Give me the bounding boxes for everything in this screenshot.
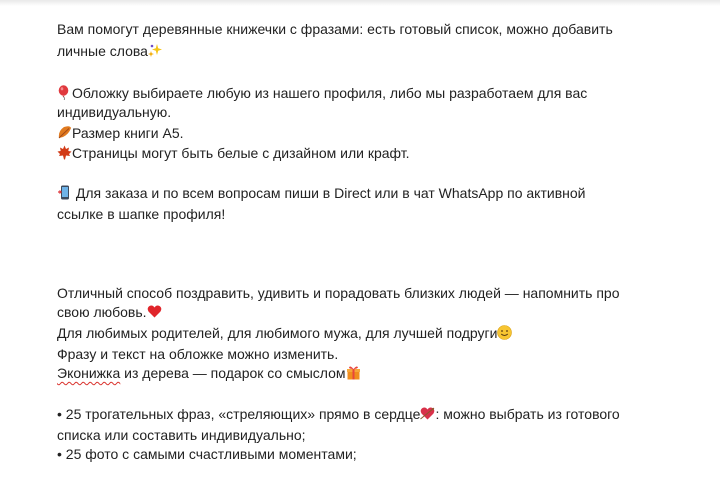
p5-line3: • 25 фото с самыми счастливыми моментами; <box>57 446 357 462</box>
maple-leaf-icon <box>57 125 72 140</box>
text-line <box>57 445 357 463</box>
text-line <box>57 324 512 342</box>
gift-icon <box>346 365 361 380</box>
text-line <box>57 426 306 444</box>
p5-line2: списка или составить индивидуально; <box>57 427 306 443</box>
p2-line1: Обложку выбираете любую из нашего профиля, либо мы разработаем для вас <box>72 85 588 101</box>
red-heart-icon <box>147 304 162 319</box>
text-line <box>57 103 171 121</box>
text-line <box>57 345 338 363</box>
p4-line5: из дерева — подарок со смыслом <box>120 365 346 381</box>
p5-line1: • 25 трогательных фраз, «стреляющих» прямо в сердце <box>57 406 421 422</box>
heart-with-arrow-icon <box>420 406 435 421</box>
text-line <box>57 42 163 60</box>
p4-line1: Отличный способ поздравить, удивить и порадовать близких людей — напомнить про <box>57 285 620 301</box>
text-line <box>57 144 410 162</box>
p3-line2: ссылке в шапке профиля! <box>57 206 226 222</box>
sparkles-icon <box>148 43 163 58</box>
p1-line1: Вам помогут деревянные книжечки с фразами: есть готовый список, можно добавить <box>57 21 613 37</box>
text-line <box>57 205 225 223</box>
p4-line3: Для любимых родителей, для любимого мужа, для лучшей подруги <box>57 325 498 341</box>
p2-line4: Страницы могут быть белые с дизайном или крафт. <box>72 145 410 161</box>
p4-line2: свою любовь. <box>57 304 147 320</box>
top-edge-shadow <box>0 0 720 6</box>
p4-line4: Фразу и текст на обложке можно изменить. <box>57 346 339 362</box>
mobile-phone-icon <box>57 185 72 200</box>
text-line <box>57 284 620 302</box>
text-line <box>57 124 184 142</box>
text-line <box>57 84 587 102</box>
smiling-face-icon <box>497 325 512 340</box>
text-line <box>57 20 613 38</box>
p1-line2: личные слова <box>57 43 148 59</box>
p5-line1-cont: : можно выбрать из готового <box>435 406 620 422</box>
text-line <box>57 405 620 423</box>
text-line <box>57 364 361 382</box>
p4-line5-spellcheck-word: Эконижка <box>57 365 121 381</box>
p2-line2: индивидуальную. <box>57 104 172 120</box>
balloon-icon <box>57 85 72 100</box>
p3-line1: Для заказа и по всем вопросам пиши в Direct или в чат WhatsApp по активной <box>72 185 586 201</box>
text-line <box>57 184 585 202</box>
p2-line3: Размер книги А5. <box>72 125 184 141</box>
maple-leaf-icon <box>57 145 72 160</box>
text-line <box>57 303 162 321</box>
